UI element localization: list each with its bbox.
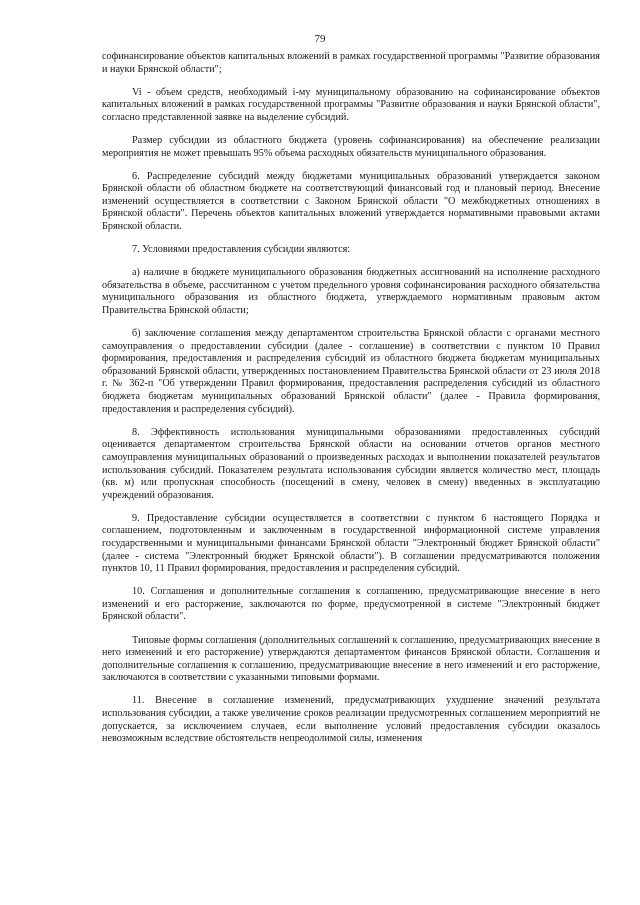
paragraph-7a: а) наличие в бюджете муниципального образования бюджетных ассигнований на исполнение расходного обязательства в объеме, рассчитанном с учетом предельного уровня софинансирования расходного обязательства муниципального образования из областного бюджета, утверждаемого нормативным правовым актом Правительства Брянской области; <box>102 267 600 316</box>
paragraph-6: 6. Распределение субсидий между бюджетами муниципальных образований утверждается законом Брянской области об областном бюджете на соответствующий финансовый год и плановый период. Внесение изменений осуществляется в соответствии с Законом Брянской области "О межбюджетных отношениях в Брянской области". Перечень объектов капитальных вложений утверждается нормативными правовыми актами Брянской области. <box>102 170 600 233</box>
paragraph-10: 10. Соглашения и дополнительные соглашения к соглашению, предусматривающие внесение в него изменений и его расторжение, заключаются по форме, предусмотренной в системе "Электронный бюджет Брянской области". <box>102 586 600 623</box>
paragraph-7b: б) заключение соглашения между департаментом строительства Брянской области с органами местного самоуправления о предоставлении субсидии (далее - соглашение) в соответствии с пунктом 10 Правил формирования, предоставления и распределения субсидий из областного бюджета бюджетам муниципальных образований Брянской области, утвержденных постановлением Правительства Брянской области от 23 июля 2018 г. № 362-п "Об утверждении Правил формирования, предоставления распределения субсидий из областного бюджета бюджетам муниципальных образований Брянской области" (далее - Правила формирования, предоставления и распределения субсидий). <box>102 328 600 415</box>
paragraph-11: 11. Внесение в соглашение изменений, предусматривающих ухудшение значений результата использования субсидии, а также увеличение сроков реализации предусмотренных соглашением мероприятий не допускается, за исключением случаев, если выполнение условий предоставления субсидии оказалось невозможным вследствие обстоятельств непреодолимой силы, изменения <box>102 695 600 745</box>
paragraph-8: 8. Эффективность использования муниципальными образованиями предоставленных субсидий оценивается департаментом строительства Брянской области на основании отчетов органов местного самоуправления муниципальных образований о произведенных расходах и выполнении показателей результатов использования субсидий. Показателем результата использования субсидии является количество мест, площадь (кв. м) или пропускная способность (посещений в смену, человек в смену) введенных в эксплуатацию учреждений образования. <box>102 426 600 501</box>
paragraph-subsidy-size: Размер субсидии из областного бюджета (уровень софинансирования) на обеспечение реализации мероприятия не может превышать 95% объема расходных обязательств муниципального образования. <box>102 134 600 159</box>
paragraph-9: 9. Предоставление субсидии осуществляется в соответствии с пунктом 6 настоящего Порядка и соглашением, подготовленным и заключенным в государственной информационной системе управления государственными и муниципальными финансами Брянской области "Электронный бюджет Брянской области" (далее - система "Электронный бюджет Брянской области"). В соглашении предусматриваются положения пунктов 10, 11 Правил формирования, предоставления и распределения субсидий. <box>102 512 600 575</box>
paragraph-typical-forms: Типовые формы соглашения (дополнительных соглашений к соглашению, предусматривающих внесение в него изменений и его расторжение) утверждаются департаментом финансов Брянской области. Соглашения и дополнительные соглашения к соглашению, предусматривающие внесение в него изменений и его расторжение, заключаются в соответствии с указанными типовыми формами. <box>102 634 600 684</box>
paragraph-7: 7. Условиями предоставления субсидии являются: <box>132 244 351 256</box>
paragraph-vi-definition: Vi - объем средств, необходимый i-му муниципальному образованию на софинансирование объектов капитальных вложений в рамках государственной программы "Развитие образования и науки Брянской области", согласно представленной заявке на выделение субсидий. <box>102 86 600 123</box>
document-body <box>102 51 600 756</box>
page-number: 79 <box>314 33 326 45</box>
paragraph-continuation: софинансирование объектов капитальных вложений в рамках государственной программы "Развитие образования и науки Брянской области"; <box>102 51 600 75</box>
